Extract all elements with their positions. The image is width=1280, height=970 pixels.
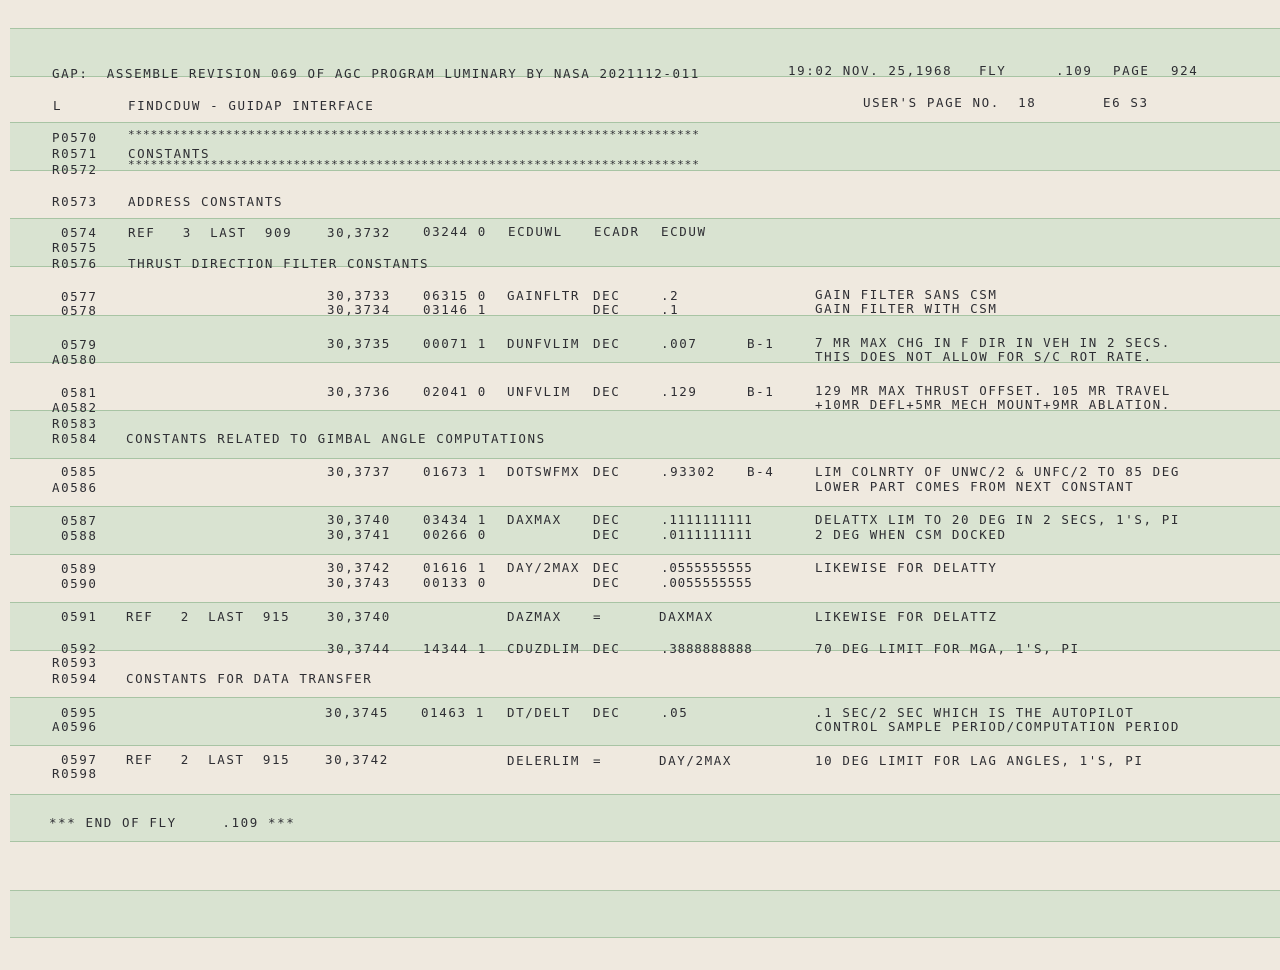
header-l-marker: L: [53, 98, 63, 113]
line-comment: 2 DEG WHEN CSM DOCKED: [815, 527, 1007, 542]
greenbar-rule: [10, 697, 1280, 698]
line-scale: B-1: [747, 384, 775, 399]
line-asterisk-rule: ****************************************************************************: [128, 158, 700, 171]
line-location: 30,3740: [327, 512, 391, 527]
line-octal-code: 00071 1: [423, 336, 487, 351]
line-location: 30,3735: [327, 336, 391, 351]
line-label: UNFVLIM: [507, 384, 571, 399]
line-seq: 0578: [61, 303, 98, 318]
line-seq: 0581: [61, 385, 98, 400]
line-seq: 0587: [61, 513, 98, 528]
line-operand: .0111111111: [661, 527, 753, 542]
line-location: 30,3744: [327, 641, 391, 656]
line-octal-code: 01463 1: [421, 705, 485, 720]
line-label: DELERLIM: [507, 753, 581, 768]
line-location: 30,3741: [327, 527, 391, 542]
line-seq: 0579: [61, 337, 98, 352]
line-label: DAZMAX: [507, 609, 562, 624]
line-location: 30,3732: [327, 225, 391, 240]
line-opcode: =: [593, 609, 603, 624]
header-datetime: 19:02 NOV. 25,1968: [788, 63, 953, 78]
line-label: CDUZDLIM: [507, 641, 581, 656]
line-opcode: DEC: [593, 288, 621, 303]
line-location: 30,3736: [327, 384, 391, 399]
line-comment: LOWER PART COMES FROM NEXT CONSTANT: [815, 479, 1135, 494]
line-seq: R0598: [52, 766, 98, 781]
line-location: 30,3740: [327, 609, 391, 624]
line-opcode: DEC: [593, 464, 621, 479]
line-opcode: =: [593, 753, 603, 768]
line-ref: REF 2 LAST 915: [126, 752, 291, 767]
line-opcode: DEC: [593, 384, 621, 399]
line-opcode: DEC: [593, 575, 621, 590]
line-seq: R0584: [52, 431, 98, 446]
line-operand: ECDUW: [661, 224, 707, 239]
line-asterisk-rule: ****************************************************************************: [128, 128, 700, 141]
line-operand: .05: [661, 705, 689, 720]
line-label: DAXMAX: [507, 512, 562, 527]
line-comment: 10 DEG LIMIT FOR LAG ANGLES, 1'S, PI: [815, 753, 1144, 768]
line-operand: .1: [661, 302, 680, 317]
line-comment: THIS DOES NOT ALLOW FOR S/C ROT RATE.: [815, 349, 1153, 364]
line-opcode: DEC: [593, 336, 621, 351]
line-heading: THRUST DIRECTION FILTER CONSTANTS: [128, 256, 430, 271]
line-opcode: DEC: [593, 512, 621, 527]
line-seq: 0585: [61, 464, 98, 479]
line-heading: ADDRESS CONSTANTS: [128, 194, 284, 209]
greenbar-rule: [10, 506, 1280, 507]
line-operand: DAY/2MAX: [659, 753, 733, 768]
line-ref: REF 2 LAST 915: [126, 609, 291, 624]
line-label: DAY/2MAX: [507, 560, 581, 575]
greenbar-rule: [10, 602, 1280, 603]
line-heading: CONSTANTS RELATED TO GIMBAL ANGLE COMPUTATIONS: [126, 431, 546, 446]
line-ref: REF 3 LAST 909: [128, 225, 293, 240]
line-seq: P0570: [52, 130, 98, 145]
line-seq: 0591: [61, 609, 98, 624]
line-seq: R0594: [52, 671, 98, 686]
line-seq: 0577: [61, 289, 98, 304]
header-e6s3: E6 S3: [1103, 95, 1149, 110]
line-octal-code: 03146 1: [423, 302, 487, 317]
line-location: 30,3733: [327, 288, 391, 303]
line-seq: 0588: [61, 528, 98, 543]
line-comment: +10MR DEFL+5MR MECH MOUNT+9MR ABLATION.: [815, 397, 1171, 412]
line-location: 30,3737: [327, 464, 391, 479]
line-seq: R0573: [52, 194, 98, 209]
greenbar-rule: [10, 218, 1280, 219]
line-octal-code: 00133 0: [423, 575, 487, 590]
greenbar-rule: [10, 745, 1280, 746]
header-page-label: PAGE: [1113, 63, 1150, 78]
line-octal-code: 00266 0: [423, 527, 487, 542]
line-location: 30,3742: [327, 560, 391, 575]
line-comment: .1 SEC/2 SEC WHICH IS THE AUTOPILOT: [815, 705, 1135, 720]
line-location: 30,3734: [327, 302, 391, 317]
line-location: 30,3743: [327, 575, 391, 590]
line-seq: 0590: [61, 576, 98, 591]
line-operand: .2: [661, 288, 680, 303]
line-location: 30,3742: [325, 752, 389, 767]
line-octal-code: 06315 0: [423, 288, 487, 303]
line-label: ECDUWL: [508, 224, 563, 239]
line-octal-code: 03434 1: [423, 512, 487, 527]
greenbar-rule: [10, 122, 1280, 123]
greenbar-rule: [10, 890, 1280, 891]
line-comment: DELATTX LIM TO 20 DEG IN 2 SECS, 1'S, PI: [815, 512, 1181, 527]
line-operand: .0055555555: [661, 575, 753, 590]
line-seq: 0597: [61, 752, 98, 767]
line-comment: LIM COLNRTY OF UNWC/2 & UNFC/2 TO 85 DEG: [815, 464, 1181, 479]
line-seq: R0593: [52, 655, 98, 670]
header-users-page: USER'S PAGE NO. 18: [863, 95, 1037, 110]
line-seq: R0571: [52, 146, 98, 161]
line-octal-code: 14344 1: [423, 641, 487, 656]
line-operand: .0555555555: [661, 560, 753, 575]
line-seq: R0575: [52, 240, 98, 255]
line-seq: A0580: [52, 352, 98, 367]
line-seq: R0576: [52, 256, 98, 271]
line-label: GAINFLTR: [507, 288, 581, 303]
greenbar-rule: [10, 841, 1280, 842]
line-comment: LIKEWISE FOR DELATTY: [815, 560, 998, 575]
line-scale: B-1: [747, 336, 775, 351]
line-octal-code: 01673 1: [423, 464, 487, 479]
line-operand: .007: [661, 336, 698, 351]
greenbar-rule: [10, 937, 1280, 938]
line-label: DOTSWFMX: [507, 464, 581, 479]
line-operand: .93302: [661, 464, 716, 479]
line-comment: 70 DEG LIMIT FOR MGA, 1'S, PI: [815, 641, 1080, 656]
header-fly: FLY: [979, 63, 1007, 78]
line-operand: .129: [661, 384, 698, 399]
header-fly-number: .109: [1056, 63, 1093, 78]
line-comment: GAIN FILTER WITH CSM: [815, 301, 998, 316]
greenbar-rule: [10, 28, 1280, 29]
line-label: DUNFVLIM: [507, 336, 581, 351]
line-seq: A0582: [52, 400, 98, 415]
line-seq: A0586: [52, 480, 98, 495]
line-comment: 129 MR MAX THRUST OFFSET. 105 MR TRAVEL: [815, 383, 1171, 398]
line-opcode: DEC: [593, 527, 621, 542]
line-comment: LIKEWISE FOR DELATTZ: [815, 609, 998, 624]
greenbar-rule: [10, 315, 1280, 316]
line-label: DT/DELT: [507, 705, 571, 720]
header-section-name: FINDCDUW - GUIDAP INTERFACE: [128, 98, 375, 113]
line-heading: CONSTANTS: [128, 146, 211, 161]
line-comment: CONTROL SAMPLE PERIOD/COMPUTATION PERIOD: [815, 719, 1181, 734]
line-comment: GAIN FILTER SANS CSM: [815, 287, 998, 302]
line-seq: 0592: [61, 641, 98, 656]
line-seq: 0574: [61, 225, 98, 240]
line-octal-code: 03244 0: [423, 224, 487, 239]
line-opcode: DEC: [593, 641, 621, 656]
line-opcode: DEC: [593, 302, 621, 317]
end-of-listing: *** END OF FLY .109 ***: [49, 815, 296, 830]
line-octal-code: 02041 0: [423, 384, 487, 399]
line-comment: 7 MR MAX CHG IN F DIR IN VEH IN 2 SECS.: [815, 335, 1171, 350]
line-opcode: DEC: [593, 705, 621, 720]
greenbar-band: [10, 890, 1280, 937]
line-location: 30,3745: [325, 705, 389, 720]
line-octal-code: 01616 1: [423, 560, 487, 575]
line-seq: R0572: [52, 162, 98, 177]
greenbar-rule: [10, 458, 1280, 459]
line-opcode: DEC: [593, 560, 621, 575]
line-operand: .3888888888: [661, 641, 753, 656]
line-seq: 0589: [61, 561, 98, 576]
line-seq: A0596: [52, 719, 98, 734]
line-seq: 0595: [61, 705, 98, 720]
greenbar-rule: [10, 554, 1280, 555]
greenbar-rule: [10, 650, 1280, 651]
line-seq: R0583: [52, 416, 98, 431]
line-scale: B-4: [747, 464, 775, 479]
header-title-line: GAP: ASSEMBLE REVISION 069 OF AGC PROGRAM LUMINARY BY NASA 2021112-011: [52, 66, 700, 81]
header-page-number: 924: [1171, 63, 1199, 78]
line-operand: .1111111111: [661, 512, 753, 527]
greenbar-rule: [10, 794, 1280, 795]
line-heading: CONSTANTS FOR DATA TRANSFER: [126, 671, 373, 686]
line-operand: DAXMAX: [659, 609, 714, 624]
line-opcode: ECADR: [594, 224, 640, 239]
